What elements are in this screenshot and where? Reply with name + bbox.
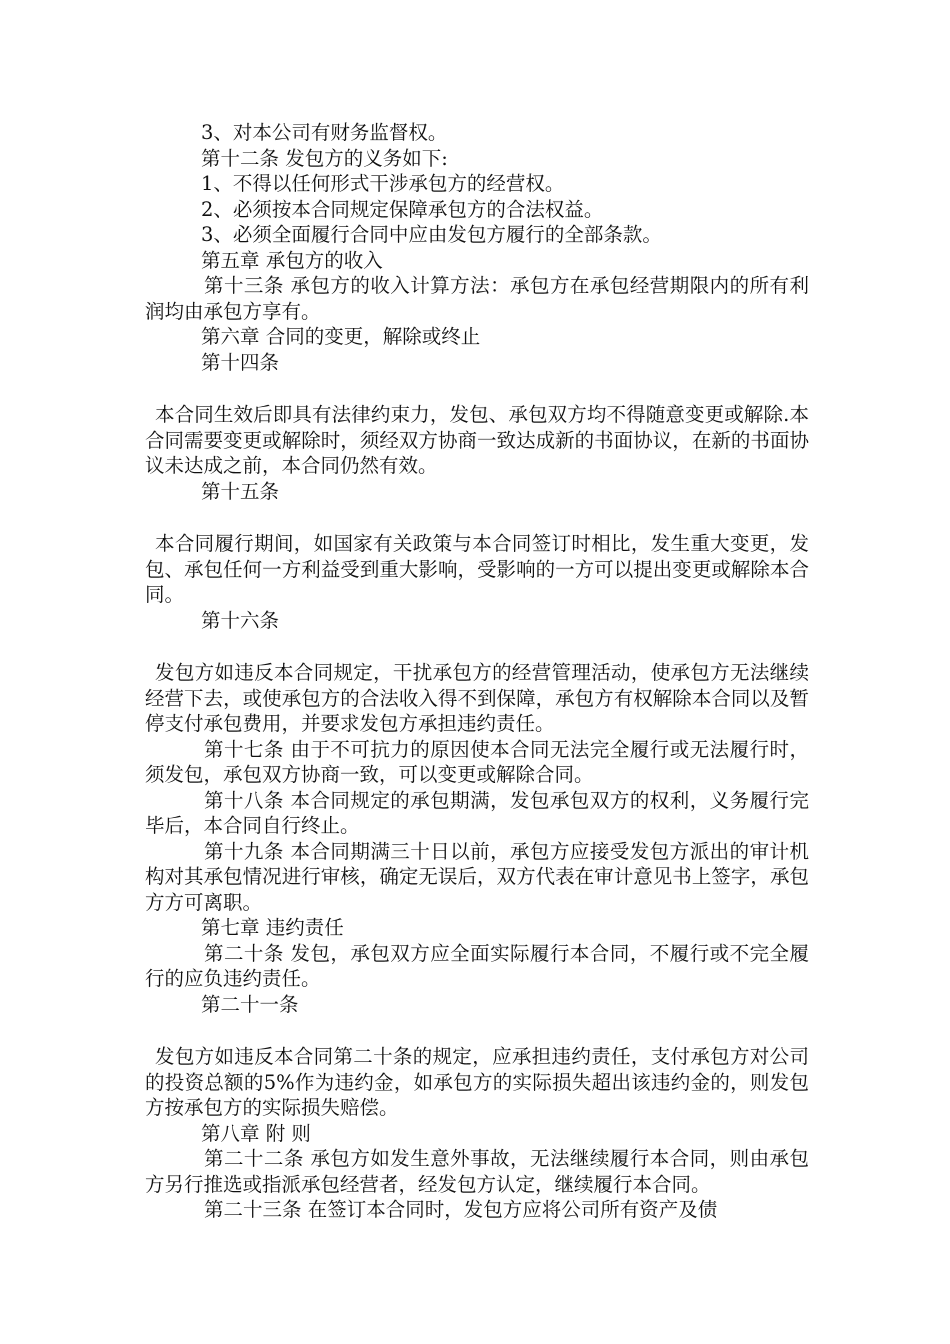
article-heading: 第二十一条 [201, 992, 299, 1016]
article-paragraph: 发包方如违反本合同规定，干扰承包方的经营管理活动，使承包方无法继续经营下去，或使承包方的合法收入得不到保障，承包方有权解除本合同以及暂停支付承包费用，并要求发包方承担违约责任。 [145, 661, 809, 735]
chapter-heading: 第六章 合同的变更，解除或终止 [201, 325, 481, 348]
blank-line [145, 633, 809, 660]
article-paragraph: 第十七条 由于不可抗力的原因使本合同无法完全履行或无法履行时，须发包，承包双方协商一致，可以变更或解除合同。 [145, 737, 809, 786]
blank-line [145, 375, 809, 402]
clause-line: 3、对本公司有财务监督权。 [201, 121, 448, 144]
clause-line: 2、必须按本合同规定保障承包方的合法权益。 [201, 197, 604, 221]
chapter-heading: 第八章 附 则 [201, 1121, 311, 1145]
article-paragraph: 第二十三条 在签订本合同时，发包方应将公司所有资产及债 [204, 1198, 718, 1221]
article-paragraph: 第十九条 本合同期满三十日以前，承包方应接受发包方派出的审计机构对其承包情况进行审核，确定无误后，双方代表在审计意见书上签字，承包方方可离职。 [145, 839, 809, 914]
article-paragraph: 第二十二条 承包方如发生意外事故，无法继续履行本合同，则由承包方另行推选或指派承包经营者，经发包方认定，继续履行本合同。 [145, 1147, 809, 1196]
clause-line: 1、不得以任何形式干涉承包方的经营权。 [201, 172, 565, 195]
article-heading: 第十二条 发包方的义务如下: [201, 146, 448, 170]
article-paragraph: 第十八条 本合同规定的承包期满，发包承包双方的权利，义务履行完毕后，本合同自行终止。 [145, 788, 809, 837]
clause-line: 3、必须全面履行合同中应由发包方履行的全部条款。 [201, 223, 662, 246]
article-heading: 第十五条 [201, 479, 280, 503]
chapter-heading: 第七章 违约责任 [201, 916, 344, 939]
article-paragraph: 第十三条 承包方的收入计算方法：承包方在承包经营期限内的所有利润均由承包方享有。 [145, 274, 809, 323]
blank-line [145, 1017, 809, 1044]
chapter-heading: 第五章 承包方的收入 [201, 248, 383, 272]
article-paragraph: 本合同生效后即具有法律约束力，发包、承包双方均不得随意变更或解除.本合同需要变更或解除时，须经双方协商一致达成新的书面协议，在新的书面协议未达成之前，本合同仍然有效。 [145, 403, 809, 477]
article-heading: 第十六条 [201, 608, 280, 632]
article-heading: 第十四条 [201, 350, 280, 374]
article-paragraph: 本合同履行期间，如国家有关政策与本合同签订时相比，发生重大变更，发包、承包任何一方利益受到重大影响，受影响的一方可以提出变更或解除本合同。 [145, 532, 809, 606]
document-body [145, 120, 809, 1223]
article-paragraph: 发包方如违反本合同第二十条的规定，应承担违约责任，支付承包方对公司的投资总额的5%作为违约金，如承包方的实际损失超出该违约金的，则发包方按承包方的实际损失赔偿。 [145, 1045, 809, 1119]
article-paragraph: 第二十条 发包，承包双方应全面实际履行本合同，不履行或不完全履行的应负违约责任。 [145, 941, 809, 990]
blank-line [145, 504, 809, 531]
